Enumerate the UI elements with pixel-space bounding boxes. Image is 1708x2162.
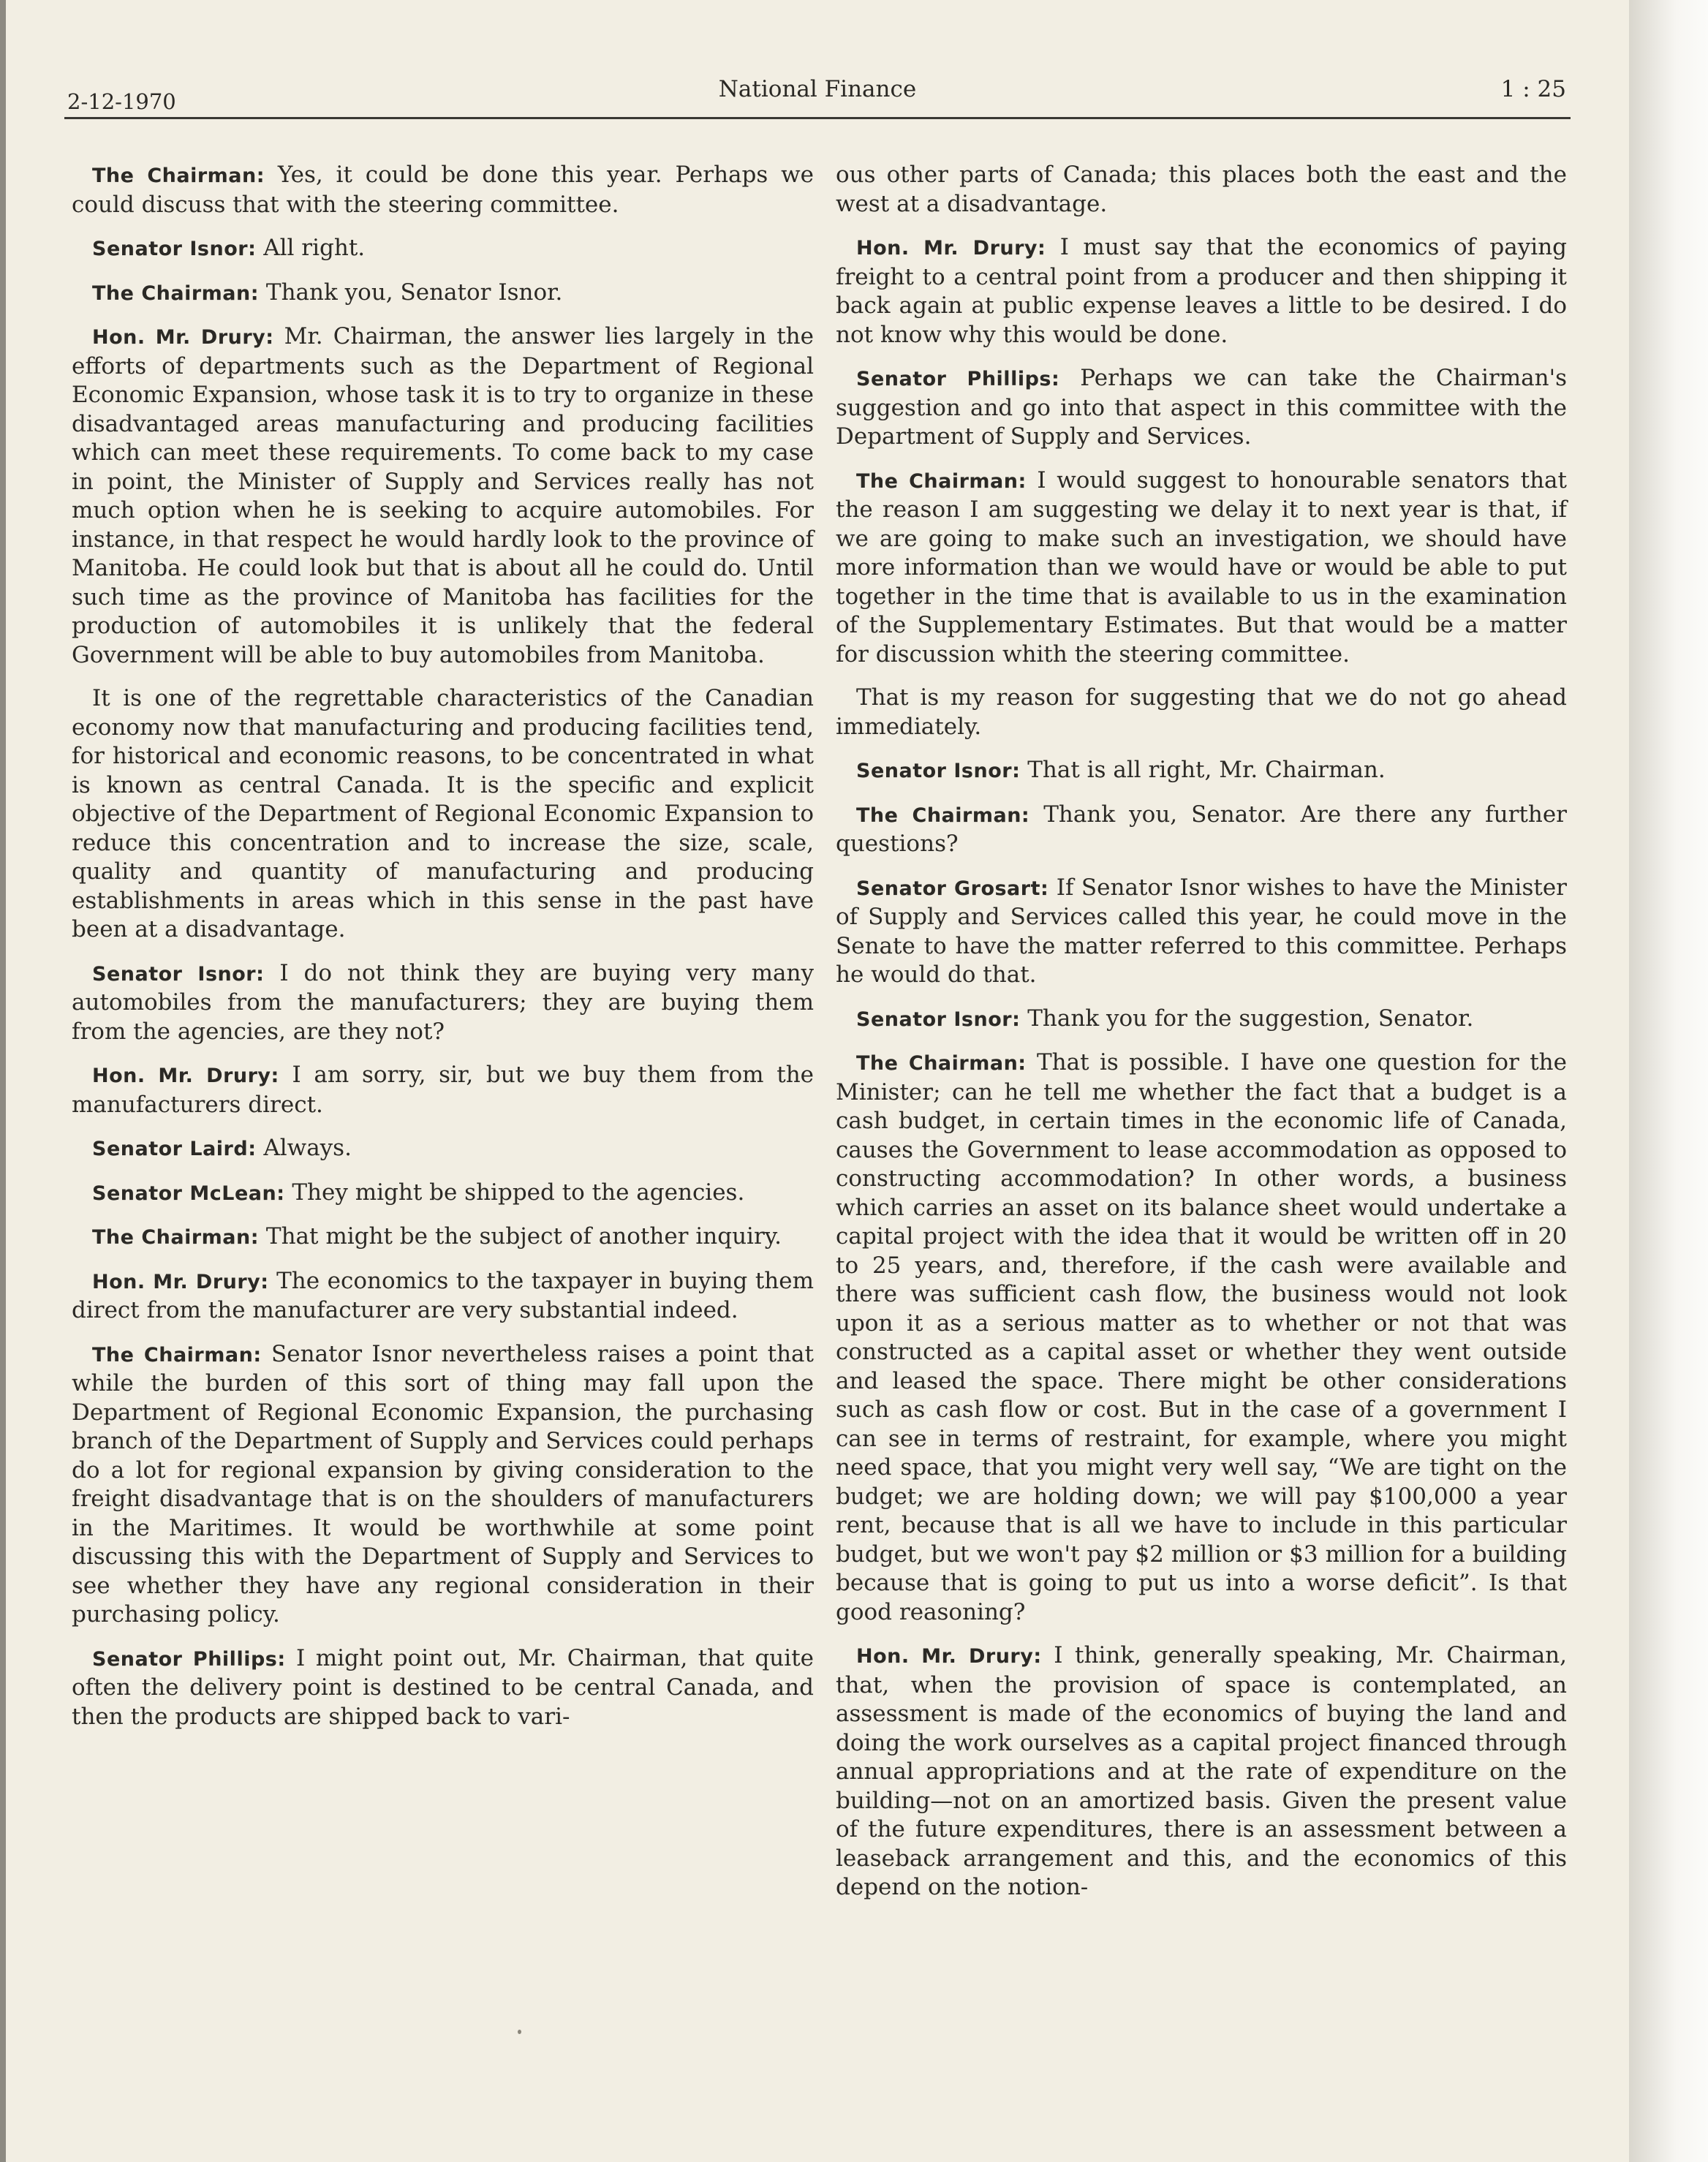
speaker-name: Hon. Mr. Drury: <box>92 1065 279 1087</box>
transcript-paragraph <box>72 234 814 264</box>
speaker-name: Hon. Mr. Drury: <box>856 1645 1042 1668</box>
speech-text: Always. <box>256 1135 352 1161</box>
transcript-paragraph <box>836 1641 1567 1902</box>
transcript-paragraph <box>836 466 1567 670</box>
speech-text: Senator Isnor nevertheless raises a point that while the burden of this sort of thing may fall upon the Department of Regional Economic Expansion, the purchasing branch of the Department of Supply and Services could perhaps do a lot for regional expansion by giving consideration to the freight disadvantage that is on the shoulders of manufacturers in the Maritimes. It would be worthwhile at some point discussing this with the Department of Supply and Services to see whether they have any regional consideration in their purchasing policy. <box>72 1340 815 1628</box>
speech-text: Thank you, Senator Isnor. <box>259 279 563 306</box>
header-title: National Finance <box>718 76 917 102</box>
speech-text: I do not think they are buying very many automobiles from the manufacturers; they are buying them from the agencies, are they not? <box>72 959 814 1045</box>
transcript-paragraph <box>72 1267 814 1326</box>
speaker-name: Senator Isnor: <box>856 1008 1021 1031</box>
speech-text: The economics to the taxpayer in buying them direct from the manufacturer are very substantial indeed. <box>72 1267 814 1323</box>
speech-text: I must say that the economics of paying freight to a central point from a producer and then shipping it back again at public expense leaves a little to be desired. I do not know why this would be done. <box>836 234 1567 348</box>
header-date: 2-12-1970 <box>67 89 176 114</box>
transcript-paragraph <box>72 684 814 945</box>
speech-text: That might be the subject of another inquiry. <box>259 1223 782 1250</box>
speech-text: I think, generally speaking, Mr. Chairman, that, when the provision of space is contemplated, an assessment is made of the economics of buying the land and doing the work ourselves as a capital project financed through annual appropriations and at the rate of expenditure on the building—not on an amortized basis. Given the present value of the future expenditures, there is an assessment between a leaseback arrangement and this, and the economics of this depend on the notion- <box>836 1642 1567 1900</box>
speaker-name: The Chairman: <box>856 804 1030 827</box>
speaker-name: Senator Phillips: <box>856 368 1060 390</box>
header-page-number: 1 : 25 <box>1500 76 1566 102</box>
speech-text: ous other parts of Canada; this places both the east and the west at a disadvantage. <box>836 162 1567 217</box>
speaker-name: Senator Laird: <box>92 1138 257 1160</box>
transcript-paragraph <box>72 1644 814 1732</box>
speaker-name: The Chairman: <box>856 469 1027 493</box>
transcript-paragraph <box>836 233 1567 349</box>
speaker-name: The Chairman: <box>92 281 260 305</box>
speech-text: They might be shipped to the agencies. <box>284 1179 745 1206</box>
speech-text: It is one of the regrettable characteristics of the Canadian economy now that manufacturing and producing facilities tend, for historical and economic reasons, to be concentrated in what is known as central Canada. It is the specific and explicit objective of the Department of Regional Economic Expansion to reduce this concentration and to increase the size, scale, quality and quantity of manufacturing and producing establishments in areas which in this sense in the past have been at a disadvantage. <box>72 685 814 942</box>
transcript-paragraph <box>72 1222 814 1252</box>
page-edge <box>1629 0 1708 2162</box>
speaker-name: Senator Isnor: <box>92 962 265 986</box>
speech-text: Mr. Chairman, the answer lies largely in the efforts of departments such as the Department of Regional Economic Expansion, whose task it is to try to organize in these disadvantaged areas manufacturing and producing facilities which can meet these requirements. To come back to my case in point, the Minister of Supply and Services really has not much option when he is seeking to acquire automobiles. For instance, in that respect he would hardly look to the province of Manitoba. He could look but that is about all he could do. Until such time as the province of Manitoba has facilities for the production of automobiles it is unlikely that the federal Government will be able to buy automobiles from Manitoba. <box>72 323 814 668</box>
transcript-paragraph <box>72 1179 814 1209</box>
speaker-name: Senator Isnor: <box>856 760 1021 782</box>
transcript-paragraph <box>836 364 1567 452</box>
speech-text: All right. <box>256 235 366 261</box>
speech-text: That is all right, Mr. Chairman. <box>1020 757 1386 783</box>
left-column <box>72 161 814 1746</box>
transcript-paragraph <box>836 1048 1567 1627</box>
speech-text: I am sorry, sir, but we buy them from the manufacturers direct. <box>72 1062 814 1118</box>
speaker-name: The Chairman: <box>856 1052 1027 1075</box>
speaker-name: Hon. Mr. Drury: <box>92 326 274 349</box>
speaker-name: Hon. Mr. Drury: <box>856 237 1046 260</box>
transcript-paragraph <box>836 801 1567 859</box>
transcript-paragraph <box>836 874 1567 990</box>
transcript-paragraph <box>72 279 814 309</box>
transcript-paragraph <box>72 161 814 219</box>
speech-text: I would suggest to honourable senators that the reason I am suggesting we delay it to next year is that, if we are going to make such an investigation, we should have more information than we would have or would be able to put together in the time that is available to us in the examination of the Supplementary Estimates. But that would be a matter for discussion whith the steering committee. <box>836 466 1567 668</box>
transcript-paragraph <box>836 161 1567 219</box>
speaker-name: The Chairman: <box>92 1343 262 1367</box>
transcript-paragraph <box>836 1005 1567 1035</box>
paper-speck <box>518 2030 521 2034</box>
page-header <box>64 73 1571 119</box>
speech-text: That is possible. I have one question for the Minister; can he tell me whether the fact that a budget is a cash budget, in certain times in the economic life of Canada, causes the Government to lease accommodation as opposed to constructing accommodation? In other words, a business which carries an asset on its balance sheet would undertake a capital project with the idea that it would be written off in 20 to 25 years, and, therefore, if the cash were available and there was sufficient cash flow, the business would not look upon it as a serious matter as to whether or not that was constructed as a capital asset or whether they went outside and leased the space. There might be other considerations such as cash flow or cost. But in the case of a government I can see in terms of restraint, for example, where you might need space, that you might very well say, “We are tight on the budget; we are holding down; we will pay $100,000 a year rent, because that is all we have to include in this particular budget, but we won't pay $2 million or $3 million for a building because that is going to put us into a worse deficit”. Is that good reasoning? <box>836 1049 1567 1625</box>
transcript-paragraph <box>72 1340 814 1630</box>
speech-text: If Senator Isnor wishes to have the Minister of Supply and Services called this year, he could move in the Senate to have the matter referred to this committee. Perhaps he would do that. <box>836 874 1567 988</box>
speech-text: I might point out, Mr. Chairman, that quite often the delivery point is destined to be central Canada, and then the products are shipped back to vari- <box>72 1644 814 1730</box>
transcript-paragraph <box>72 322 814 670</box>
speaker-name: Senator Grosart: <box>856 877 1049 900</box>
right-column <box>836 161 1567 1917</box>
speech-text: Perhaps we can take the Chairman's suggestion and go into that aspect in this committee with the Department of Supply and Services. <box>836 365 1567 450</box>
speech-text: Thank you, Senator. Are there any further questions? <box>836 801 1567 857</box>
speech-text: That is my reason for suggesting that we do not go ahead immediately. <box>836 684 1567 740</box>
transcript-paragraph <box>72 959 814 1047</box>
transcript-paragraph <box>72 1061 814 1119</box>
transcript-paragraph <box>836 756 1567 786</box>
transcript-paragraph <box>836 684 1567 741</box>
speaker-name: Senator Phillips: <box>92 1647 286 1671</box>
speaker-name: The Chairman: <box>92 1226 260 1249</box>
speaker-name: Hon. Mr. Drury: <box>92 1270 269 1293</box>
speaker-name: Senator McLean: <box>92 1182 285 1205</box>
speech-text: Thank you for the suggestion, Senator. <box>1020 1005 1474 1032</box>
speaker-name: The Chairman: <box>92 165 265 187</box>
speech-text: Yes, it could be done this year. Perhaps we could discuss that with the steering committee. <box>72 162 814 218</box>
speaker-name: Senator Isnor: <box>92 238 257 260</box>
transcript-paragraph <box>72 1134 814 1164</box>
